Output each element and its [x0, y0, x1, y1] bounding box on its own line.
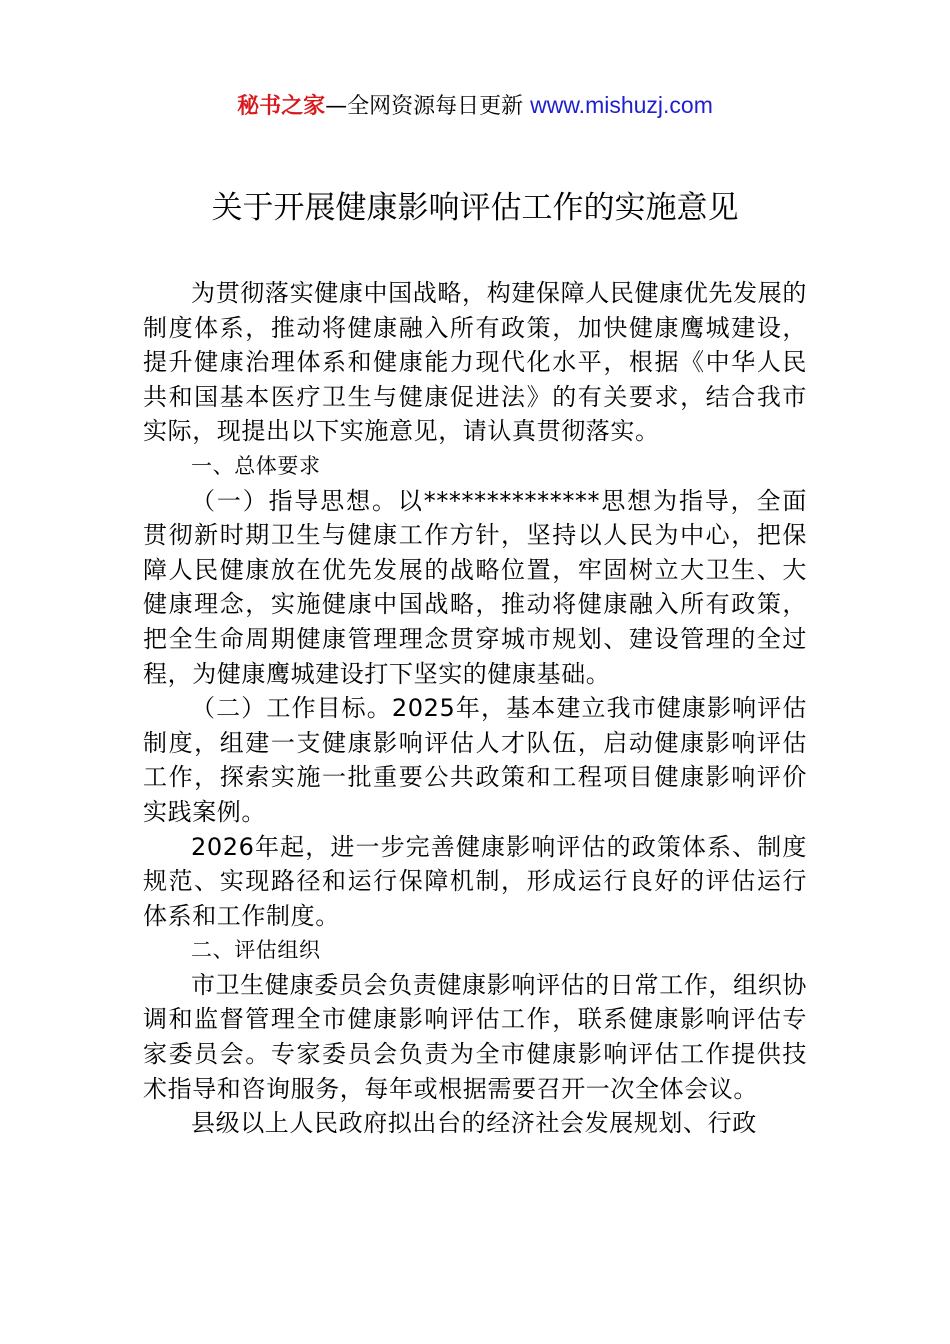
site-tagline: —全网资源每日更新	[325, 94, 531, 119]
site-brand: 秘书之家	[237, 94, 326, 119]
work-goal-paragraph: （二）工作目标。2025年，基本建立我市健康影响评估制度，组建一支健康影响评估人才队伍，启动健康影响评估工作，探索实施一批重要公共政策和工程项目健康影响评价实践案例。	[143, 694, 807, 826]
site-header	[0, 88, 950, 124]
section-heading-assessment-organization: 二、评估组织	[191, 938, 321, 963]
guiding-thought-paragraph: （一）指导思想。以**************思想为指导，全面贯彻新时期卫生与健康工作方针，坚持以人民为中心，把保障人民健康放在优先发展的战略位置，牢固树立大卫生、大健康理念，实施健康中国战略，推动将健康融入所有政策，把全生命周期健康管理理念贯穿城市规划、建设管理的全过程，为健康鹰城建设打下坚实的健康基础。	[143, 486, 807, 688]
organization-paragraph: 市卫生健康委员会负责健康影响评估的日常工作，组织协调和监督管理全市健康影响评估工作，联系健康影响评估专家委员会。专家委员会负责为全市健康影响评估工作提供技术指导和咨询服务，每年或根据需要召开一次全体会议。	[143, 970, 807, 1103]
document-body	[143, 276, 807, 1141]
document-title: 关于开展健康影响评估工作的实施意见	[211, 190, 739, 226]
section-heading-general-requirements: 一、总体要求	[191, 453, 321, 478]
county-level-paragraph: 县级以上人民政府拟出台的经济社会发展规划、行政	[191, 1109, 757, 1138]
work-goal-2026-paragraph: 2026年起，进一步完善健康影响评估的政策体系、制度规范、实现路径和运行保障机制，形成运行良好的评估运行体系和工作制度。	[143, 832, 807, 930]
site-url-link[interactable]: www.mishuzj.com	[530, 92, 713, 118]
intro-paragraph: 为贯彻落实健康中国战略，构建保障人民健康优先发展的制度体系，推动将健康融入所有政策，加快健康鹰城建设，提升健康治理体系和健康能力现代化水平，根据《中华人民共和国基本医疗卫生与健康促进法》的有关要求，结合我市实际，现提出以下实施意见，请认真贯彻落实。	[143, 279, 807, 446]
